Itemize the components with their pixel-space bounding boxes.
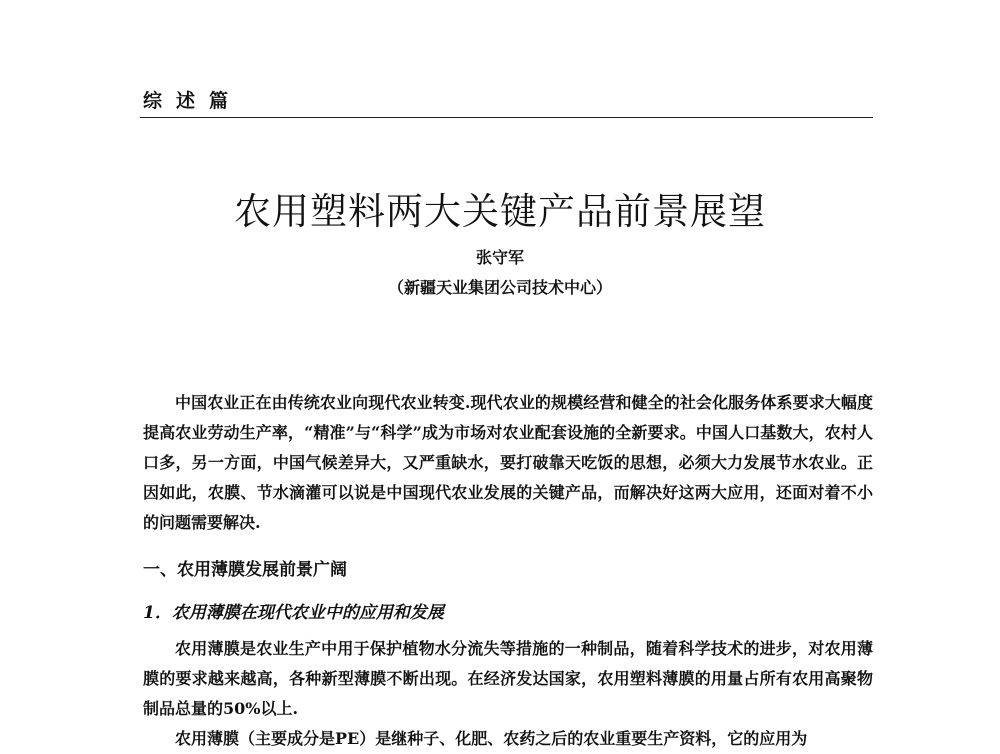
author-affiliation: （新疆天业集团公司技术中心） [387, 278, 612, 297]
section-label: 综述篇 [143, 90, 243, 112]
header-rule [140, 117, 873, 118]
body-paragraph-3: 农用薄膜（主要成分是PE）是继种子、化肥、农药之后的农业重要生产资料，它的应用为 [175, 729, 808, 748]
body-paragraph-2: 农用薄膜是农业生产中用于保护植物水分流失等措施的一种制品，随着科学技术的进步，对农用薄膜的要求越来越高，各种新型薄膜不断出现。在经济发达国家，农用塑料薄膜的用量占所有农用高聚物制品总量的50%以上. [143, 639, 873, 718]
intro-paragraph: 中国农业正在由传统农业向现代农业转变.现代农业的规模经营和健全的社会化服务体系要求大幅度提高农业劳动生产率，“精准”与“科学”成为市场对农业配套设施的全新要求。中国人口基数大，农村人口多，另一方面，中国气候差异大，又严重缺水，要打破靠天吃饭的思想，必须大力发展节水农业。正因如此，农膜、节水滴灌可以说是中国现代农业发展的关键产品，而解决好这两大应用，还面对着不小的问题需要解决. [143, 393, 873, 532]
section-heading-1: 一、农用薄膜发展前景广阔 [143, 560, 347, 580]
subsection-heading-1: 1．农用薄膜在现代农业中的应用和发展 [143, 603, 444, 623]
article-author: 张守军 [475, 248, 524, 267]
article-title: 农用塑料两大关键产品前景展望 [234, 190, 766, 233]
